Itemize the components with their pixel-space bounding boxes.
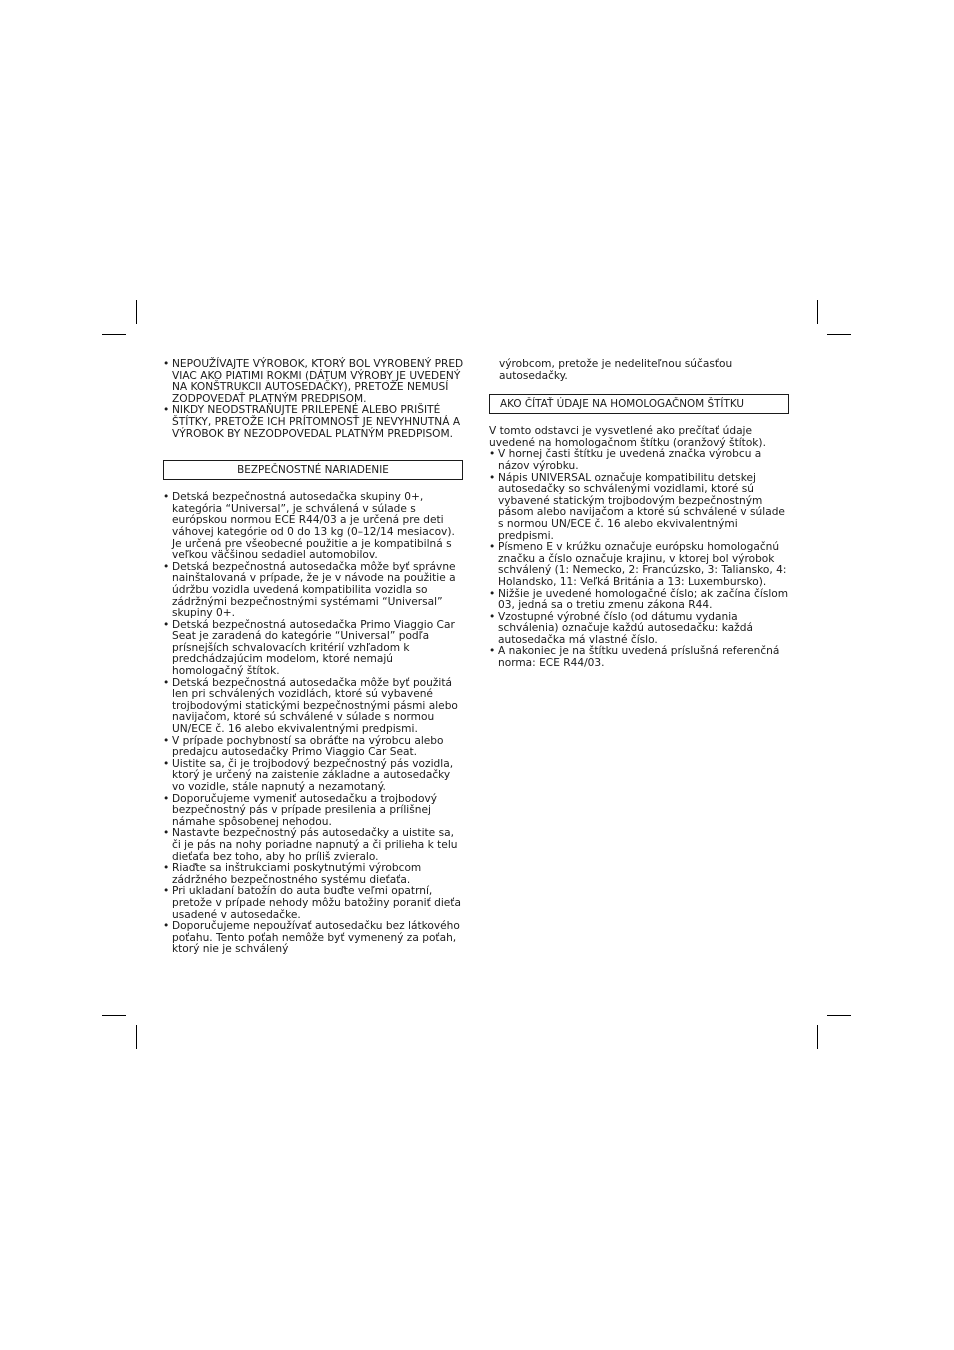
intro-paragraph: V tomto odstavci je vysvetlené ako prečítať údaje uvedené na homologačnom štítku (oranžový štítok). [489, 425, 766, 449]
list-item: • Vzostupné výrobné číslo (od dátumu vydania schválenia) označuje každú autosedačku: každá autosedačka má vlastné číslo. [489, 612, 792, 647]
warning-item: • NIKDY NEODSTRAŇUJTE PRILEPENÉ ALEBO PRIŠITÉ ŠTÍTKY, PRETOŽE ICH PRÍTOMNOSŤ JE NEVYHNUTNÁ A VÝROBOK BY NEZODPOVEDAL PLATNÝM PREDPISOM. [163, 405, 465, 440]
list-item: • Nastavte bezpečnostný pás autosedačky a uistite sa, či je pás na nohy poriadne napnutý a či prilieha k telu dieťaťa bez toho, aby ho príliš zvieralo. [163, 828, 465, 863]
right-column [489, 359, 792, 670]
continuation-list [489, 359, 792, 382]
list-item: • A nakoniec je na štítku uvedená príslušná referenčná norma: ECE R44/03. [489, 646, 792, 669]
list-item: • Doporučujeme nepoužívať autosedačku bez látkového poťahu. Tento poťah nemôže byť vymenený za poťah, ktorý nie je schválený [163, 921, 465, 956]
warning-item: • NEPOUŽÍVAJTE VÝROBOK, KTORÝ BOL VYROBENÝ PRED VIAC AKO PIATIMI ROKMI (DÁTUM VÝROBY JE UVEDENÝ NA KONŠTRUKCII AUTOSEDAČKY), PRETOŽE NEMUSÍ ZODPOVEDAŤ PLATNÝM PREDPISOM. [163, 359, 465, 405]
list-item: • Detská bezpečnostná autosedačka Primo Viaggio Car Seat je zaradená do kategórie “Universal” podľa prísnejších schvalovacích kritérií vzhľadom k predchádzajúcim modelom, ktoré nemajú homologačný štítok. [163, 620, 465, 678]
crop-mark-top-left-vertical [136, 300, 137, 324]
list-item: • Riaďte sa inštrukciami poskytnutými výrobcom zádržného bezpečnostného systému dieťaťa. [163, 863, 465, 886]
crop-mark-top-right-horizontal [827, 334, 851, 335]
list-item: • Nižšie je uvedené homologačné číslo; ak začína číslom 03, jedná sa o tretiu zmenu zákona R44. [489, 589, 792, 612]
list-item: • Doporučujeme vymeniť autosedačku a trojbodový bezpečnostný pás v prípade presilenia a prílišnej námahe spôsobenej nehodou. [163, 794, 465, 829]
list-item: • Detská bezpečnostná autosedačka môže byť správne nainštalovaná v prípade, že je v návode na použitie a údržbu vozidla uvedená kompatibilita vozidla so zádržnými bezpečnostnými systémami “Universal” skupiny 0+. [163, 562, 465, 620]
label-info-list [489, 449, 792, 669]
left-column [163, 359, 465, 956]
list-item: • Detská bezpečnostná autosedačka môže byť použitá len pri schválených vozidlách, ktoré sú vybavené trojbodovými statickými bezpečnostnými pásmi alebo navijačom, ktoré sú schválené v súlade s normou UN/ECE č. 16 alebo ekvivalentnými predpismi. [163, 678, 465, 736]
list-item-continuation: výrobcom, pretože je nedeliteľnou súčasťou autosedačky. [499, 358, 733, 382]
list-item: • Uistite sa, či je trojbodový bezpečnostný pás vozidla, ktorý je určený na zaistenie základne a autosedačky vo vozidle, stále napnutý a nezamotaný. [163, 759, 465, 794]
list-item: • V prípade pochybností sa obráťte na výrobcu alebo predajcu autosedačky Primo Viaggio Car Seat. [163, 736, 465, 759]
safety-rules-list [163, 492, 465, 956]
list-item: • Pri ukladaní batožín do auta buďte veľmi opatrní, pretože v prípade nehody môžu batožiny poraniť dieťa usadené v autosedačke. [163, 886, 465, 921]
list-item: • Nápis UNIVERSAL označuje kompatibilitu detskej autosedačky so schválenými vozidlami, ktoré sú vybavené statickým trojbodovým bezpečnostným pásom alebo navijačom a ktoré sú schválené v súlade s normou UN/ECE č. 16 alebo ekvivalentnými predpismi. [489, 473, 792, 543]
crop-mark-bottom-right-horizontal [827, 1015, 851, 1016]
safety-section-heading: BEZPEČNOSTNÉ NARIADENIE [163, 460, 463, 480]
crop-mark-bottom-left-horizontal [102, 1015, 126, 1016]
list-item: • Písmeno E v krúžku označuje európsku homologačnú značku a číslo označuje krajinu, v ktorej bol výrobok schválený (1: Nemecko, 2: Francúzsko, 3: Taliansko, 4: Holandsko, 11: Veľká Británia a 13: Luxembursko). [489, 542, 792, 588]
crop-mark-top-right-vertical [817, 300, 818, 324]
warning-list [163, 359, 465, 440]
crop-mark-bottom-left-vertical [136, 1025, 137, 1049]
label-section-heading: AKO ČÍTAŤ ÚDAJE NA HOMOLOGAČNOM ŠTÍTKU [489, 394, 789, 414]
crop-mark-top-left-horizontal [102, 334, 126, 335]
list-item: • Detská bezpečnostná autosedačka skupiny 0+, kategória “Universal”, je schválená v súlade s európskou normou ECE R44/03 a je určená pre deti váhovej kategórie od 0 do 13 kg (0–12/14 mesiacov). Je určená pre všeobecné použitie a je kompatibilná s veľkou väčšinou sedadiel automobilov. [163, 492, 465, 562]
list-item: • V hornej časti štítku je uvedená značka výrobcu a názov výrobku. [489, 449, 792, 472]
crop-mark-bottom-right-vertical [817, 1025, 818, 1049]
